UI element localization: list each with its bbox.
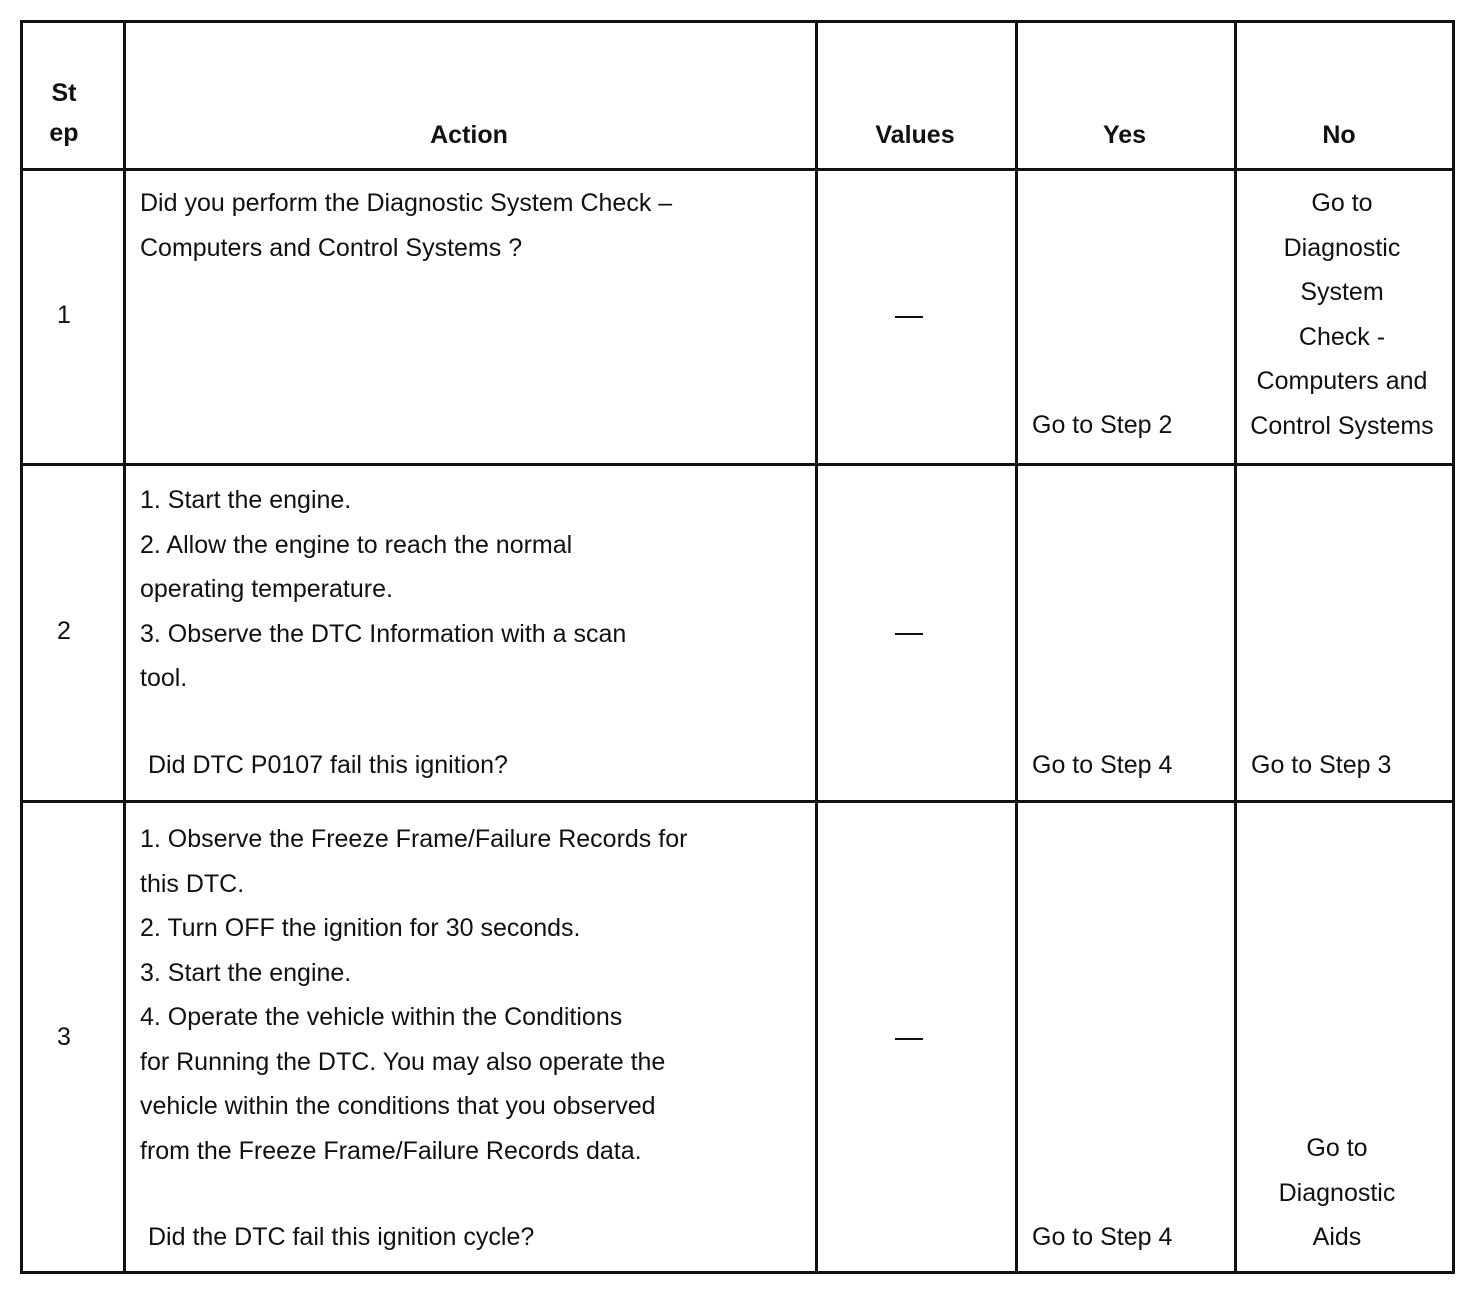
action-question: Did the DTC fail this ignition cycle? [148, 1223, 535, 1251]
header-step: St ep [49, 79, 79, 147]
step-number: 3 [57, 1023, 71, 1051]
step-number: 1 [57, 301, 71, 329]
yes-cell: Go to Step 4 [1032, 1223, 1173, 1251]
row-divider [23, 463, 1452, 466]
no-cell: Go to Step 3 [1251, 751, 1392, 779]
col-divider [1015, 23, 1018, 1271]
action-text: Did you perform the Diagnostic System Check – Computers and Control Systems ? [140, 189, 673, 262]
value-dash [895, 1038, 923, 1040]
yes-cell: Go to Step 2 [1032, 411, 1173, 439]
step-number: 2 [57, 617, 71, 645]
yes-cell: Go to Step 4 [1032, 751, 1173, 779]
action-text: 1. Start the engine. 2. Allow the engine to reach the normal operating temperature. 3. Observe the DTC Information with a scan tool. [140, 486, 627, 692]
value-dash [895, 316, 923, 318]
header-no: No [1322, 121, 1356, 149]
value-dash [895, 633, 923, 635]
no-cell: Go to Diagnostic System Check - Computers and Control Systems [1250, 189, 1434, 440]
header-action: Action [430, 121, 508, 149]
row-divider [23, 168, 1452, 171]
col-divider [123, 23, 126, 1271]
action-question: Did DTC P0107 fail this ignition? [148, 751, 508, 779]
no-cell: Go to Diagnostic Aids [1278, 1134, 1396, 1251]
action-text: 1. Observe the Freeze Frame/Failure Records for this DTC. 2. Turn OFF the ignition for 30 seconds. 3. Start the engine. 4. Operate the vehicle within the Conditions for Running the DTC. You may also operate the vehicle within the conditions that you observed from the Freeze Frame/Failure Records data. [140, 825, 688, 1165]
header-values: Values [875, 121, 955, 149]
header-yes: Yes [1102, 121, 1147, 149]
row-divider [23, 800, 1452, 803]
col-divider [815, 23, 818, 1271]
